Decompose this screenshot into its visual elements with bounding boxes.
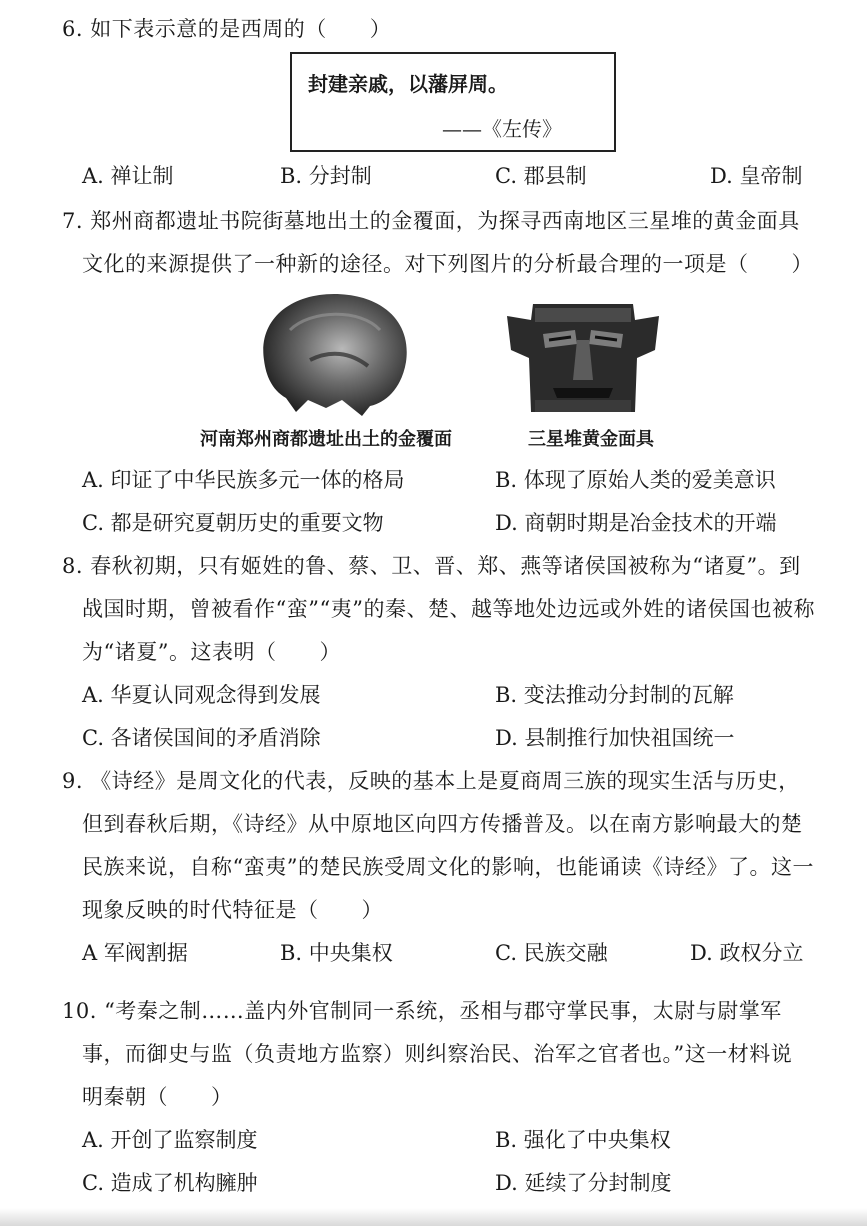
q7-stem-line-2: 文化的来源提供了一种新的途径。对下列图片的分析最合理的一项是（ ） <box>82 252 813 276</box>
q8-option-a: A. 华夏认同观念得到发展 <box>82 683 321 707</box>
q7-option-c: C. 都是研究夏朝历史的重要文物 <box>82 511 384 535</box>
q9-option-a: A 军阀割据 <box>82 941 188 965</box>
q10-option-a: A. 开创了监察制度 <box>82 1128 258 1152</box>
q8-option-d: D. 县制推行加快祖国统一 <box>495 726 735 750</box>
q8-stem-line-2: 战国时期，曾被看作“蛮”“夷”的秦、楚、越等地处边远或外姓的诸侯国也被称 <box>82 597 815 621</box>
q10-stem-line-3: 明秦朝（ ） <box>82 1085 233 1109</box>
q7-stem-line-1: 7. 郑州商都遗址书院街墓地出土的金覆面，为探寻西南地区三星堆的黄金面具 <box>62 209 800 233</box>
q9-stem-line-2: 但到春秋后期，《诗经》从中原地区向四方传播普及。以在南方影响最大的楚 <box>82 812 803 836</box>
gold-face-cover-image <box>250 290 418 418</box>
q9-stem-line-3: 民族来说，自称“蛮夷”的楚民族受周文化的影响，也能诵读《诗经》了。这一 <box>82 855 814 879</box>
q10-stem-line-1: 10. “考秦之制……盖内外官制同一系统，丞相与郡守掌民事，太尉与尉掌军 <box>62 999 782 1023</box>
gold-face-cover-caption: 河南郑州商都遗址出土的金覆面 <box>200 429 452 450</box>
q8-stem-line-1: 8. 春秋初期，只有姬姓的鲁、蔡、卫、晋、郑、燕等诸侯国被称为“诸夏”。到 <box>62 554 801 578</box>
q9-option-b: B. 中央集权 <box>280 941 393 965</box>
q8-option-c: C. 各诸侯国间的矛盾消除 <box>82 726 321 750</box>
q6-option-b: B. 分封制 <box>280 164 372 188</box>
q10-option-b: B. 强化了中央集权 <box>495 1128 671 1152</box>
q9-option-c: C. 民族交融 <box>495 941 608 965</box>
q6-quote: 封建亲戚，以藩屏周。 <box>308 72 508 96</box>
page-bottom-edge <box>0 1208 867 1226</box>
q9-stem-line-1: 9. 《诗经》是周文化的代表，反映的基本上是夏商周三族的现实生活与历史， <box>62 769 800 793</box>
q6-option-d: D. 皇帝制 <box>710 164 803 188</box>
q8-option-b: B. 变法推动分封制的瓦解 <box>495 683 734 707</box>
sanxingdui-gold-mask-image <box>505 300 661 418</box>
q6-stem: 6. 如下表示意的是西周的（ ） <box>62 17 392 41</box>
q6-source: ——《左传》 <box>442 117 562 141</box>
q10-option-d: D. 延续了分封制度 <box>495 1171 672 1195</box>
q6-option-c: C. 郡县制 <box>495 164 587 188</box>
q10-option-c: C. 造成了机构臃肿 <box>82 1171 258 1195</box>
q7-option-b: B. 体现了原始人类的爱美意识 <box>495 468 776 492</box>
sanxingdui-mask-caption: 三星堆黄金面具 <box>528 429 654 450</box>
q9-stem-line-4: 现象反映的时代特征是（ ） <box>82 898 383 922</box>
q9-option-d: D. 政权分立 <box>690 941 804 965</box>
q8-stem-line-3: 为“诸夏”。这表明（ ） <box>82 640 341 664</box>
q10-stem-line-2: 事，而御史与监（负责地方监察）则纠察治民、治军之官者也。”这一材料说 <box>82 1042 793 1066</box>
q6-quote-box <box>290 52 616 152</box>
q7-option-d: D. 商朝时期是冶金技术的开端 <box>495 511 777 535</box>
q6-option-a: A. 禅让制 <box>82 164 174 188</box>
q7-option-a: A. 印证了中华民族多元一体的格局 <box>82 468 405 492</box>
